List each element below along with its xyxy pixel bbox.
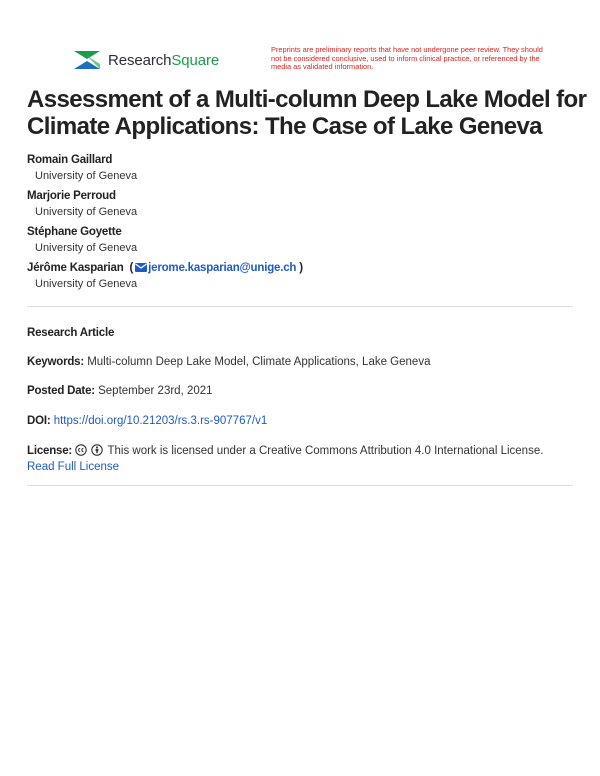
- author-name: Marjorie Perroud: [27, 190, 116, 202]
- creative-commons-icon: [75, 444, 87, 456]
- article-type: [27, 325, 573, 341]
- divider: [27, 306, 573, 307]
- author-list: [27, 152, 567, 296]
- posted-date-value: September 23rd, 2021: [98, 385, 213, 397]
- author-item: [27, 224, 567, 260]
- research-square-logo[interactable]: [73, 46, 219, 74]
- author-name: Romain Gaillard: [27, 154, 113, 166]
- logo-word-research: Research: [108, 51, 172, 69]
- envelope-icon: [135, 263, 147, 272]
- logo-word-square: Square: [171, 51, 220, 69]
- read-full-license-link[interactable]: Read Full License: [27, 461, 120, 473]
- keywords-label: Keywords:: [27, 356, 84, 368]
- paper-title: Assessment of a Multi-column Deep Lake Model for Climate Applications: The Case of Lake Geneva: [27, 86, 587, 140]
- license-label: License:: [27, 445, 73, 457]
- license-row: [27, 443, 573, 475]
- article-type-label: Research Article: [27, 327, 115, 339]
- keywords-row: [27, 354, 573, 370]
- divider: [27, 485, 573, 486]
- author-item: [27, 260, 567, 296]
- research-square-logo-icon: [73, 48, 101, 72]
- author-affiliation: University of Geneva: [35, 278, 138, 290]
- author-name-with-email: Jérôme Kasparian ( jerome.kasparian@unige.ch ): [27, 262, 303, 274]
- logo-text: [108, 52, 219, 69]
- attribution-icon: [91, 444, 103, 456]
- doi-label: DOI:: [27, 415, 51, 427]
- author-name: Jérôme Kasparian: [27, 262, 124, 274]
- author-affiliation: University of Geneva: [35, 170, 138, 182]
- doi-row: [27, 413, 573, 429]
- author-item: [27, 152, 567, 188]
- author-name: Stéphane Goyette: [27, 226, 122, 238]
- keywords-value: Multi-column Deep Lake Model, Climate Applications, Lake Geneva: [87, 356, 431, 368]
- header: [73, 46, 543, 78]
- author-affiliation: University of Geneva: [35, 206, 138, 218]
- author-affiliation: University of Geneva: [35, 242, 138, 254]
- doi-link[interactable]: https://doi.org/10.21203/rs.3.rs-907767/v1: [53, 415, 268, 427]
- author-email-link[interactable]: jerome.kasparian@unige.ch: [148, 262, 297, 274]
- license-text: This work is licensed under a Creative Commons Attribution 4.0 International License.: [107, 445, 544, 457]
- posted-date-label: Posted Date:: [27, 385, 95, 397]
- author-item: [27, 188, 567, 224]
- preprint-notice: Preprints are preliminary reports that have not undergone peer review. They should not be considered conclusive, used to inform clinical practice, or referenced by the media as validated information.: [271, 45, 543, 72]
- posted-date-row: [27, 383, 573, 399]
